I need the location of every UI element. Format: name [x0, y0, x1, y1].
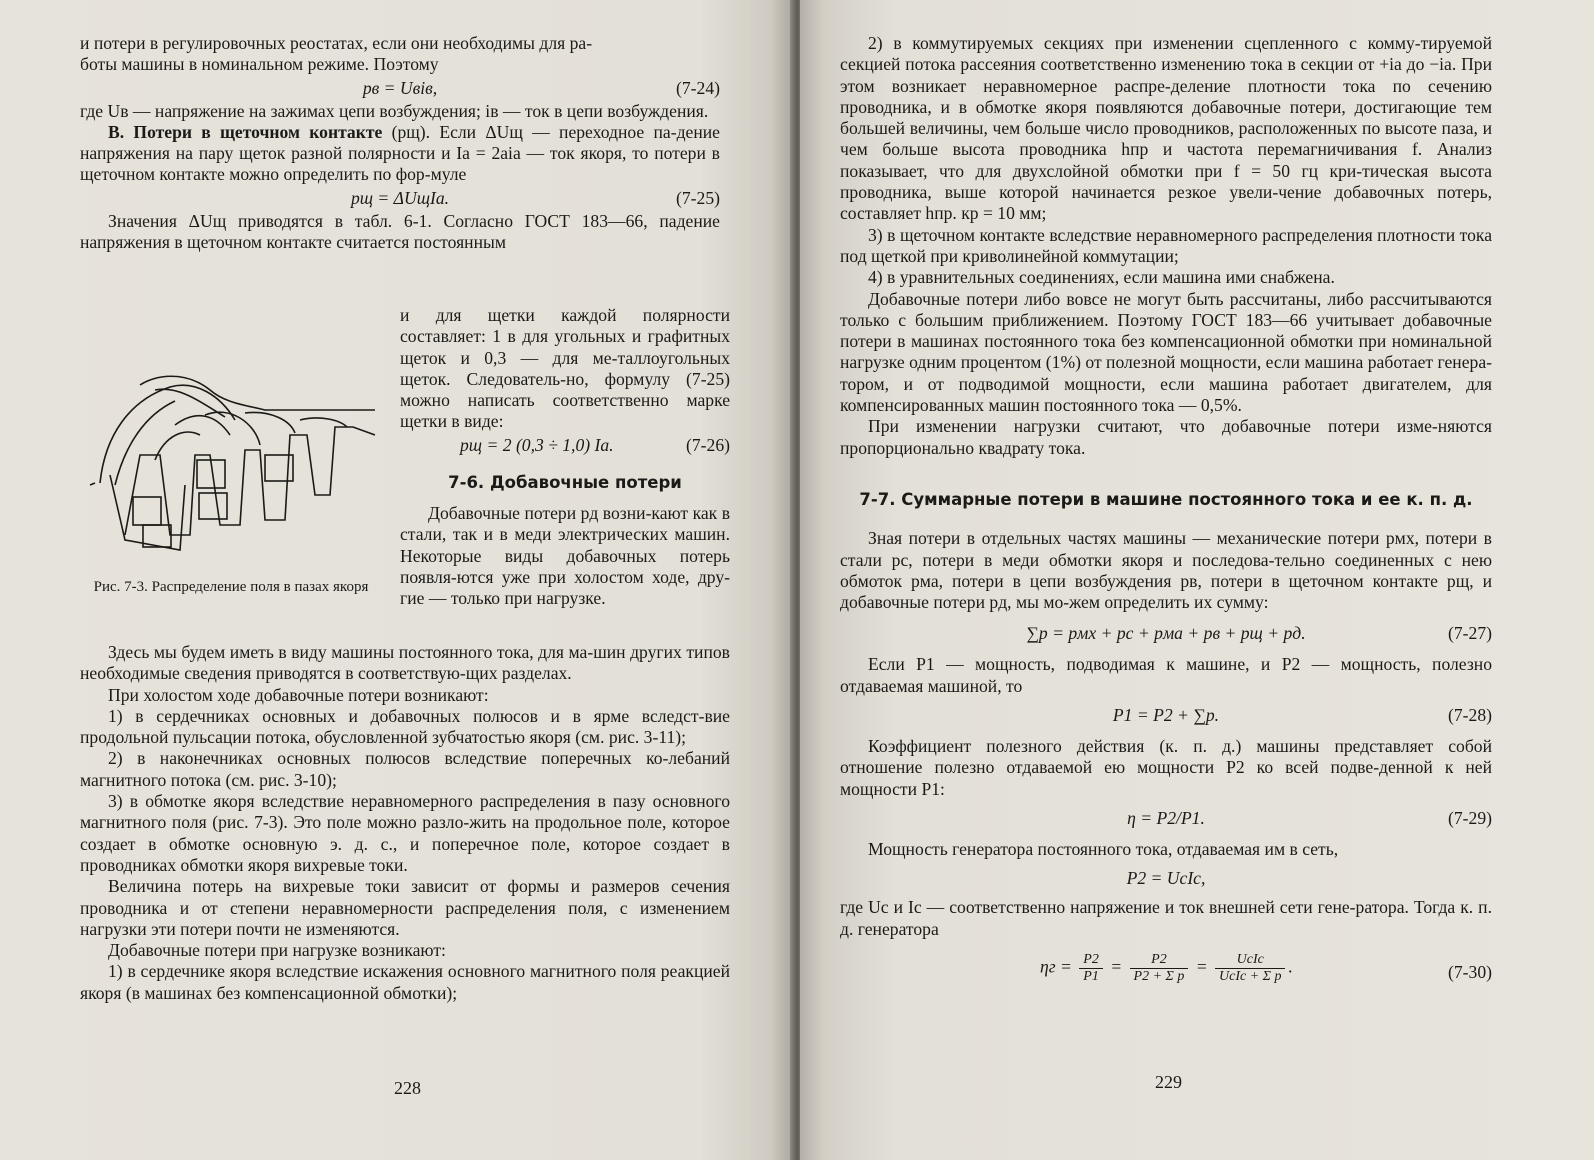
values-paragraph: Значения ΔUщ приводятся в табл. 6-1. Согласно ГОСТ 183—66, падение напряжения в щеточном контакте считается постоянным	[80, 210, 720, 253]
section-title-7-7: 7-7. Суммарные потери в машине постоянного тока и ее к. п. д.	[859, 489, 1473, 509]
paragraph: Добавочные потери либо вовсе не могут быть рассчитаны, либо рассчитываются только с большим приближением. Поэтому ГОСТ 183—66 учитывает добавочные потери в машинах постоянного тока без компенсационной обмотки при номинальной нагрузке одним процентом (1%) от полезной мощности, если машина работает генера-тором, и от подводимой мощности, если машина работает двигателем, для компенсированных машин постоянного тока — 0,5%.	[840, 288, 1492, 416]
paragraph: 2) в коммутируемых секциях при изменении сцепленного с комму-тируемой секцией потока рассеяния соответственно изменению тока в секции от +ia до −ia. При этом возникает неравномерное распре-деление плотности тока по сечению проводника, и в обмотке якоря появляются добавочные потери, достигающие тем большей величины, чем больше число проводников, расположенных по высоте паза, и чем больше высота проводника hпр и частота перемагничивания f. Анализ показывает, что для двухслойной обмотки при f = 50 гц кри-тическая высота проводника, выше которой начинается резкое увели-чение добавочных потерь, составляет hпр. кр = 10 мм;	[840, 33, 1492, 224]
section-intro: Добавочные потери pд возни-кают как в стали, так и в меди электрических машин. Некоторые виды добавочных потерь появля-ются уже при холостом ходе, дру-гие — только при нагрузке.	[400, 503, 730, 609]
paragraph-generator: Мощность генератора постоянного тока, отдаваемая им в сеть,	[868, 838, 1339, 859]
paragraph: Добавочные потери при нагрузке возникают:	[108, 940, 446, 961]
paragraph: 3) в щеточном контакте вследствие неравномерного распределения плотности тока под щеткой при криволинейной коммутации;	[840, 224, 1492, 266]
where-paragraph: где Uв — напряжение на зажимах цепи возбуждения; iв — ток в цепи возбуждения.	[80, 100, 709, 121]
brush-paragraph	[80, 122, 720, 186]
fraction	[1130, 952, 1189, 985]
paragraph: Величина потерь на вихревые токи зависит от формы и размеров сечения проводника и от степени неравномерности распределения поля, с изменением нагрузки эти потери почти не изменяются.	[80, 876, 730, 939]
equation-number: (7-28)	[1448, 705, 1492, 726]
fraction	[1215, 952, 1285, 985]
paragraph: При холостом ходе добавочные потери возникают:	[108, 684, 489, 705]
paragraph: Здесь мы будем иметь в виду машины постоянного тока, для ма-шин других типов необходимые сведения приводятся в соответствую-щих разделах.	[80, 642, 730, 684]
equation-7-28	[840, 703, 1492, 728]
right-top-text	[840, 33, 1492, 1000]
equation-number: (7-29)	[1448, 807, 1492, 828]
equation-number: (7-27)	[1448, 623, 1492, 644]
equation-lhs: ηг =	[1040, 956, 1072, 977]
equation-number: (7-24)	[676, 77, 720, 98]
right-page	[800, 0, 1594, 1160]
equation-7-30	[840, 948, 1492, 1000]
equation-formula: P2 = UсIс,	[1126, 868, 1206, 889]
equation-generator-power	[840, 866, 1492, 891]
text-line: боты машины в номинальном режиме. Поэтому	[80, 54, 439, 75]
equation-number: (7-26)	[686, 434, 730, 455]
fraction-denominator: P1	[1083, 968, 1099, 984]
equation-formula: η = P2/P1.	[1127, 807, 1205, 828]
equation-formula: ηг = $\frac{P2}{P1}$ = $\frac{P2}{\text{P2 + Σ p}}$ = $\frac{\text{UсIс}}{\text{UсIс + Σ p}}$ .	[1040, 951, 1293, 984]
equation-formula: P1 = P2 + ∑p.	[1112, 705, 1220, 726]
fraction-denominator: UсIс + Σ p	[1219, 968, 1282, 984]
paragraph-efficiency: Коэффициент полезного действия (к. п. д.) машины представляет собой отношение полезно отдаваемой ею мощности P2 ко всей подве-денной к ней мощности P1:	[840, 736, 1492, 799]
paragraph-where: где Uс и Iс — соответственно напряжение и ток внешней сети гене-ратора. Тогда к. п. д. генератора	[840, 897, 1492, 939]
equation-7-24	[80, 76, 720, 101]
brush-title: В. Потери в щеточном контакте	[108, 121, 383, 142]
left-bottom-text	[80, 642, 730, 1004]
fraction-denominator: P2 + Σ p	[1133, 968, 1185, 984]
paragraph: 2) в наконечниках основных полюсов вследствие поперечных ко-лебаний магнитного потока (см. рис. 3-10);	[80, 748, 730, 790]
equation-formula: ∑p = pмх + pс + pма + pв + pщ + pд.	[1026, 623, 1306, 644]
equation-number: (7-25)	[676, 187, 720, 208]
brush-text: (pщ). Если ΔUщ — переходное па-дение напряжения на пару щеток разной полярности и Ia = 2aia — ток якоря, то потери в щеточном контакте можно определить по фор-муле	[80, 121, 720, 185]
equation-formula: pв = Uвiв,	[362, 77, 438, 98]
side-paragraph: и для щетки каждой полярности составляет: 1 в для угольных и графитных щеток и 0,3 — для ме-таллоугольных щеток. Следователь-но, формулу (7-25) можно написать соответственно марке щетки в виде:	[400, 305, 730, 432]
paragraph: 1) в сердечнике якоря вследствие искажения основного магнитного поля реакцией якоря (в машинах без компенсационной обмотки);	[80, 961, 730, 1003]
fraction	[1079, 952, 1103, 985]
equation-7-25	[80, 186, 720, 211]
equation-formula: pщ = ΔUщIa.	[350, 187, 450, 208]
paragraph: При изменении нагрузки считают, что добавочные потери изме-няются пропорционально квадрату тока.	[840, 416, 1492, 458]
figure-7-3-slots	[85, 365, 375, 565]
equation-formula: pщ = 2 (0,3 ÷ 1,0) Ia.	[460, 434, 614, 455]
left-page	[0, 0, 794, 1160]
equation-7-29	[840, 806, 1492, 831]
equation-7-27	[840, 621, 1492, 646]
paragraph: 1) в сердечниках основных и добавочных полюсов и в ярме вследст-вие продольной пульсации потока, обусловленной зубчатостью якоря (см. рис. 3-11);	[80, 705, 730, 748]
page-number-left: 228	[394, 1078, 421, 1098]
section-title-7-6: 7-6. Добавочные потери	[448, 472, 682, 492]
paragraph-power: Если P1 — мощность, подводимая к машине, и P2 — мощность, полезно отдаваемая машиной, то	[840, 654, 1492, 696]
figure-caption: Рис. 7-3. Распределение поля в пазах якоря	[93, 579, 369, 595]
equation-7-26	[400, 433, 730, 458]
fraction-numerator: UсIс	[1215, 952, 1285, 969]
text-line: и потери в регулировочных реостатах, если они необходимы для ра-	[80, 33, 593, 53]
fraction-numerator: P2	[1130, 952, 1189, 969]
left-side-text	[400, 305, 730, 610]
equation-number: (7-30)	[1448, 961, 1492, 982]
page-number-right: 229	[1155, 1072, 1182, 1092]
paragraph: 3) в обмотке якоря вследствие неравномерного распределения в пазу основного магнитного поля (рис. 7-3). Это поле можно разло-жить на продольное поле, которое создает в обмотке основную э. д. с., и поперечное поле, которое создает в проводниках обмотки якоря вихревые токи.	[80, 791, 730, 875]
paragraph-sum: Зная потери в отдельных частях машины — механические потери pмх, потери в стали pс, потери в меди обмотки якоря и последова-тельно соединенных с нею обмоток pма, потери в цепи возбуждения pв, потери в щеточном контакте pщ, и добавочные потери pд, мы мо-жем определить их сумму:	[840, 528, 1492, 613]
left-top-text	[80, 33, 720, 253]
paragraph: 4) в уравнительных соединениях, если машина ими снабжена.	[868, 267, 1335, 288]
fraction-numerator: P2	[1079, 952, 1103, 969]
